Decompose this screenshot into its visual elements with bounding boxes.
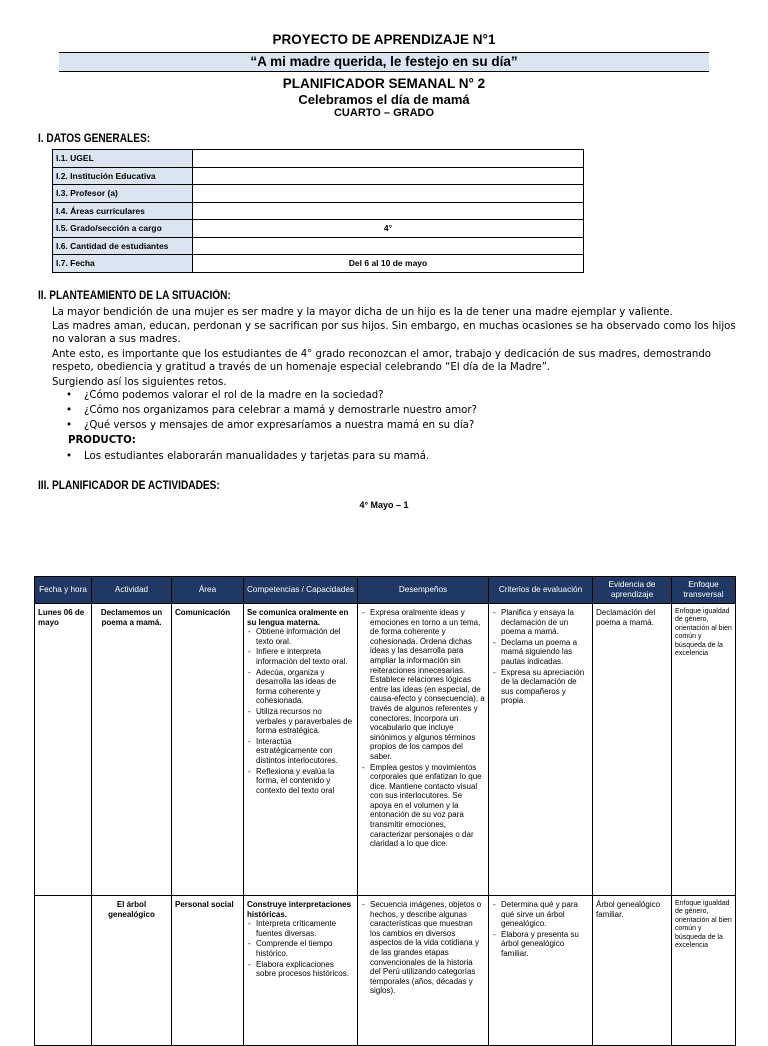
list-item [66,420,474,431]
bullet-icon: • [66,390,73,401]
row-label: I.3. Profesor (a) [53,185,193,203]
situation-paragraph: Ante esto, es importante que los estudiantes de 4° grado reconozcan el amor, trabajo y dedicación de sus madres, demostrando respeto, obediencia y gratitud a través de un homenaje especial celebrando “El día de la Madre”. [52,349,712,373]
list-item: - Utiliza recursos no verbales y paraverbales de forma estratégica. [247,707,354,736]
desempenos-list [361,900,485,996]
row-value [193,167,584,185]
list-item: - Expresa su apreciación de la declamación de sus compañeros y propia. [492,668,589,706]
cell-actividad: El árbol genealógico [92,896,172,1046]
planner-subtitle: Celebramos el día de mamá [298,92,470,107]
product-text: Los estudiantes elaborarán manualidades y tarjetas para su mamá. [84,451,430,462]
competencia-title: Construye interpretaciones históricas. [247,900,352,919]
cell-criterios [489,604,593,896]
activities-table [34,576,736,1046]
situation-paragraph: La mayor bendición de una mujer es ser madre y la mayor dicha de un hijo es la de tener una madre ejemplar y valiente. [52,307,673,318]
situation-paragraph: Surgiendo así los siguientes retos. [52,377,227,388]
list-item [66,451,429,462]
column-header: Actividad [92,577,172,604]
table-row [53,255,584,273]
cell-evidencia: Árbol genealógico familiar. [593,896,672,1046]
column-header: Desempeños [358,577,489,604]
list-item: - Expresa oralmente ideas y emociones en torno a un tema, de forma coherente y cohesionada. Ordena dichas ideas y las desarrolla para ampliar la información sin reiteraciones innecesarias. Establece relaciones lógicas entre las ideas (en especial, de causa-efecto y consecuencia), a través de algunos referentes y conectores. Incorpora un vocabulario que incluye sinónimos y algunos términos propios de los campos del saber. [361,608,485,762]
desempenos-list [361,608,485,849]
capacidades-list [247,627,354,795]
product-label: PRODUCTO: [68,435,136,446]
capacidades-list [247,919,354,979]
cell-fecha [35,896,92,1046]
cell-enfoque: Enfoque igualdad de género, orientación al bien común y búsqueda de la excelencia [672,604,736,896]
row-value [193,185,584,203]
datos-generales-table [52,149,584,273]
column-header: Enfoque transversal [672,577,736,604]
list-item: - Adecúa, organiza y desarrolla las ideas de forma coherente y cohesionada. [247,668,354,706]
row-value [193,150,584,168]
column-header: Criterios de evaluación [489,577,593,604]
row-label: I.5. Grado/sección a cargo [53,220,193,238]
table-row [35,896,736,1046]
list-item: - Declama un poema a mamá siguiendo las pautas indicadas. [492,638,589,667]
row-value [193,202,584,220]
column-header: Evidencia de aprendizaje [593,577,672,604]
project-title: PROYECTO DE APRENDIZAJE N°1 [272,32,496,47]
cell-actividad: Declamemos un poema a mamá. [92,604,172,896]
row-label: I.2. Institución Educativa [53,167,193,185]
row-label: I.6. Cantidad de estudiantes [53,237,193,255]
cell-enfoque: Enfoque igualdad de género, orientación al bien común y búsqueda de la excelencia [672,896,736,1046]
table-row [53,150,584,168]
section-heading-datos: I. DATOS GENERALES: [38,133,151,145]
cell-area: Personal social [172,896,244,1046]
list-item: - Interactúa estratégicamente con distintos interlocutores. [247,737,354,766]
column-header: Competencias / Capacidades [244,577,358,604]
list-item: - Determina qué y para qué sirve un árbol genealógico. [492,900,589,929]
list-item [66,390,384,401]
situation-paragraph: Las madres aman, educan, perdonan y se sacrifican por sus hijos. Sin embargo, en muchas ocasiones se ha observado como los hijos no valoran a sus madres. [52,321,736,345]
row-label: I.1. UGEL [53,150,193,168]
cell-evidencia: Declamación del poema a mamá. [593,604,672,896]
cell-fecha: Lunes 06 de mayo [35,604,92,896]
list-item: - Infiere e interpreta información del texto oral. [247,647,354,666]
table-row [53,220,584,238]
grade-label: CUARTO – GRADO [333,107,435,119]
cell-competencias [244,604,358,896]
row-label: I.4. Áreas curriculares [53,202,193,220]
planner-title: PLANIFICADOR SEMANAL N° 2 [282,76,486,91]
list-item: - Reflexiona y evalúa la forma, el contenido y contexto del texto oral [247,767,354,796]
list-item: - Comprende el tiempo histórico. [247,939,354,958]
criterios-list [492,900,589,959]
column-header: Área [172,577,244,604]
table-row [53,185,584,203]
section-heading-planificador: III. PLANIFICADOR DE ACTIVIDADES: [38,480,220,492]
list-item: - Interpreta críticamente fuentes diversas. [247,919,354,938]
table-row [53,167,584,185]
competencia-title: Se comunica oralmente en su lengua materna. [247,608,349,627]
bullet-icon: • [66,451,73,462]
list-item: - Planifica y ensaya la declamación de un poema a mamá. [492,608,589,637]
reto-text: ¿Cómo podemos valorar el rol de la madre en la sociedad? [84,390,384,401]
project-motto: “A mi madre querida, le festejo en su día” [59,52,709,72]
row-label: I.7. Fecha [53,255,193,273]
cell-area: Comunicación [172,604,244,896]
criterios-list [492,608,589,706]
cell-competencias [244,896,358,1046]
row-value: 4° [193,220,584,238]
bullet-icon: • [66,405,73,416]
reto-text: ¿Qué versos y mensajes de amor expresaríamos a nuestra mamá en su día? [84,420,475,431]
row-value: Del 6 al 10 de mayo [193,255,584,273]
list-item [66,405,477,416]
cell-desempenos [358,896,489,1046]
reto-text: ¿Cómo nos organizamos para celebrar a mamá y demostrarle nuestro amor? [84,405,477,416]
list-item: - Secuencia imágenes, objetos o hechos, y describe algunas características que muestran los cambios en diversos aspectos de la vida cotidiana y de las grandes etapas convencionales de la historia del Perú utilizando categorías temporales (años, décadas y siglos). [361,900,485,996]
planner-subheading: 4° Mayo – 1 [359,500,409,510]
row-value [193,237,584,255]
table-row [53,237,584,255]
list-item: - Obtiene información del texto oral. [247,627,354,646]
table-row [35,604,736,896]
cell-criterios [489,896,593,1046]
list-item: - Elabora explicaciones sobre procesos históricos. [247,960,354,979]
table-header-row [35,577,736,604]
table-row [53,202,584,220]
section-heading-situacion: II. PLANTEAMIENTO DE LA SITUACIÓN: [38,290,231,302]
list-item: - Elabora y presenta su árbol genealógico familiar. [492,930,589,959]
list-item: - Emplea gestos y movimientos corporales que enfatizan lo que dice. Mantiene contacto visual con sus interlocutores. Se apoya en el volumen y la entonación de su voz para transmitir emociones, caracterizar personajes o dar claridad a lo que dice. [361,763,485,849]
cell-desempenos [358,604,489,896]
column-header: Fecha y hora [35,577,92,604]
bullet-icon: • [66,420,73,431]
